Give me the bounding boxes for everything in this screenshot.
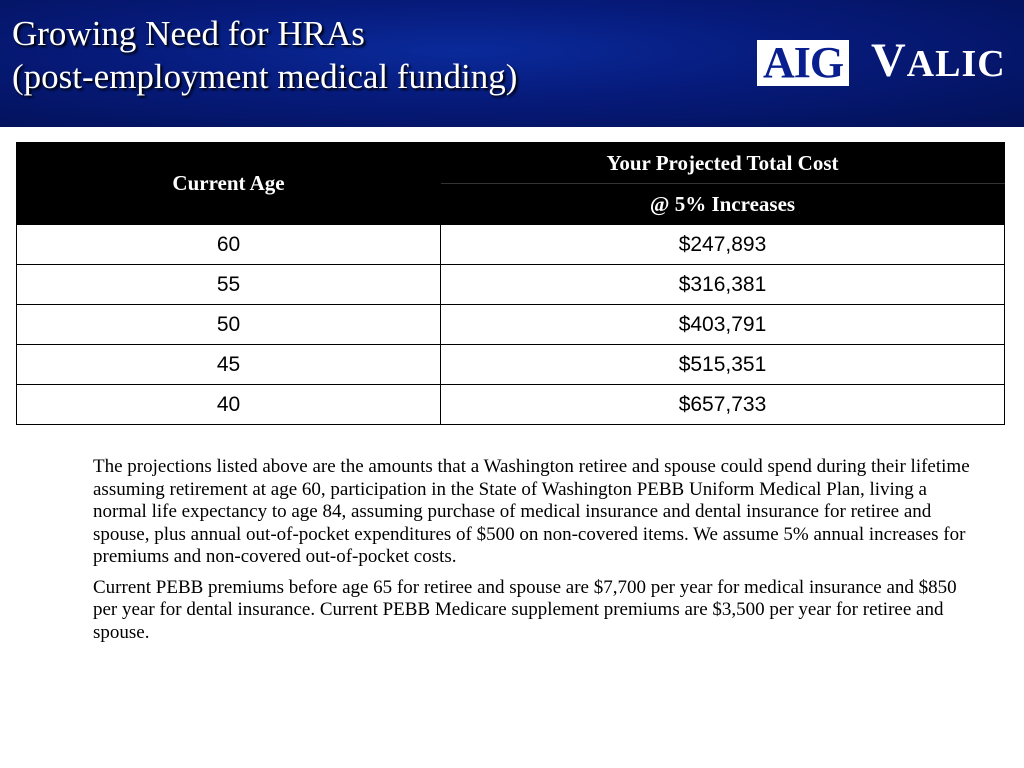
projection-notes	[93, 456, 983, 652]
table-row	[17, 385, 1005, 425]
increase-rate-header: @ 5% Increases	[441, 184, 1005, 225]
age-cell: 45	[17, 345, 441, 385]
projected-cost-header: Your Projected Total Cost	[441, 143, 1005, 184]
page-title-line-2: (post-employment medical funding)	[12, 57, 518, 96]
valic-logo-initial: V	[871, 34, 907, 87]
cost-cell: $515,351	[441, 345, 1005, 385]
age-cell: 60	[17, 225, 441, 265]
current-age-header: Current Age	[17, 143, 441, 225]
cost-cell: $657,733	[441, 385, 1005, 425]
projected-cost-table	[16, 142, 1005, 425]
table-row	[17, 305, 1005, 345]
age-cell: 55	[17, 265, 441, 305]
table-row	[17, 265, 1005, 305]
aig-logo	[757, 37, 849, 87]
cost-cell: $316,381	[441, 265, 1005, 305]
header-banner	[0, 0, 1024, 127]
page-title-line-1: Growing Need for HRAs	[12, 14, 365, 53]
table-row	[17, 225, 1005, 265]
cost-cell: $403,791	[441, 305, 1005, 345]
notes-paragraph-premiums: Current PEBB premiums before age 65 for retiree and spouse are $7,700 per year for medical insurance and $850 per year for dental insurance. Current PEBB Medicare supplement premiums are $3,500 per year for retiree and spouse.	[93, 576, 957, 643]
age-cell: 40	[17, 385, 441, 425]
table-row	[17, 345, 1005, 385]
age-cell: 50	[17, 305, 441, 345]
company-logos	[757, 34, 1006, 87]
valic-logo	[871, 34, 1006, 87]
cost-cell: $247,893	[441, 225, 1005, 265]
valic-logo-rest: ALIC	[906, 43, 1006, 85]
page-title	[12, 12, 517, 98]
notes-paragraph-assumptions: The projections listed above are the amounts that a Washington retiree and spouse could spend during their lifetime assuming retirement at age 60, participation in the State of Washington PEBB Uniform Medical Plan, living a normal life expectancy to age 84, assuming purchase of medical insurance and dental insurance for retiree and spouse, plus annual out-of-pocket expenditures of $500 on non-covered items. We assume 5% annual increases for premiums and non-covered out-of-pocket costs.	[93, 456, 970, 567]
table-header-row	[17, 143, 1005, 184]
aig-logo-text: AIG	[762, 37, 844, 87]
